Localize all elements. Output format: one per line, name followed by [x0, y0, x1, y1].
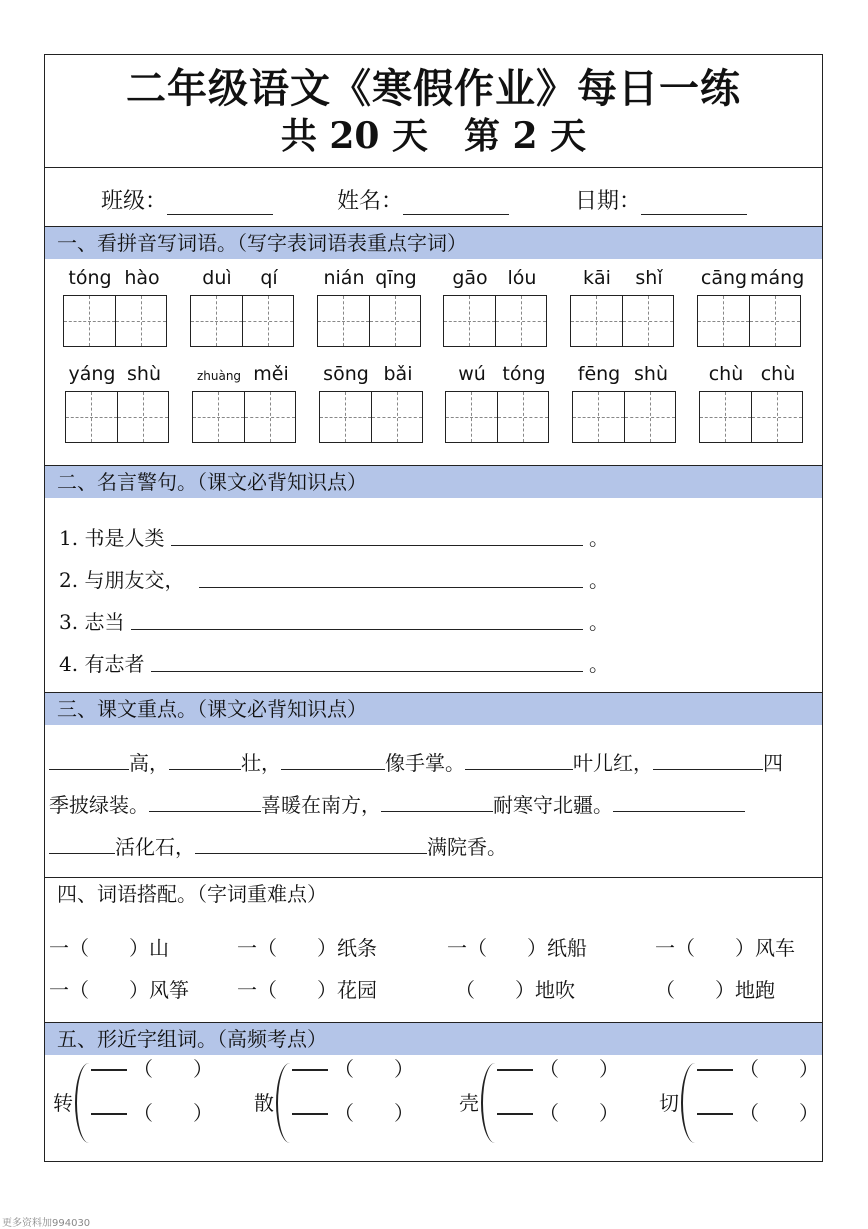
section-heading: 二、名言警句。（课文必背知识点）: [45, 466, 822, 498]
section-collocation: 四、词语搭配。（字词重难点） 一（ ）山 一（ ）纸条 一（ ）纸船 一（ ）风车 一（ ）风筝 一（ ）花园 （ ）地吹 （ ）地跑: [45, 878, 822, 1023]
similar-char-group[interactable]: 转 （ ） （ ）: [49, 1053, 219, 1153]
similar-char-group[interactable]: 壳 （ ） （ ）: [455, 1053, 625, 1153]
class-field[interactable]: 班级：: [101, 184, 273, 215]
writing-grid[interactable]: [443, 295, 547, 347]
writing-grid[interactable]: [445, 391, 549, 443]
writing-grid[interactable]: [570, 295, 674, 347]
section-heading: 一、看拼音写词语。（写字表词语表重点字词）: [45, 227, 822, 259]
section-heading: 四、词语搭配。（字词重难点）: [57, 882, 327, 906]
pinyin-label: nián qīng: [323, 267, 417, 289]
similar-char-group[interactable]: 散 （ ） （ ）: [250, 1053, 420, 1153]
quote-line[interactable]: 3. 志当 。: [59, 610, 609, 634]
pinyin-label: sōng bǎi: [323, 363, 413, 385]
writing-grid[interactable]: [697, 295, 801, 347]
section-key-text: [45, 693, 822, 878]
pinyin-label: duì qí: [202, 267, 278, 289]
pinyin-label: cāng máng: [700, 267, 805, 289]
total-days: 共 20 天: [280, 115, 429, 157]
date-field[interactable]: 日期：: [575, 184, 747, 215]
section-heading: 三、课文重点。（课文必背知识点）: [45, 693, 822, 725]
char: 散: [254, 1091, 274, 1115]
writing-grid[interactable]: [572, 391, 676, 443]
header: [45, 55, 822, 168]
brace: [681, 1063, 697, 1143]
fill-line[interactable]: 活化石， 满院香。: [49, 831, 507, 860]
page-subtitle: [45, 113, 822, 159]
brace: [276, 1063, 292, 1143]
section-heading: 五、形近字组词。（高频考点）: [45, 1023, 822, 1055]
brace: [481, 1063, 497, 1143]
section-quotes: [45, 466, 822, 693]
section-similar-chars: [45, 1023, 822, 1169]
writing-grid[interactable]: [317, 295, 421, 347]
student-info: [45, 168, 822, 227]
pinyin-label: zhuàng měi: [196, 363, 289, 385]
fill-line[interactable]: 高， 壮， 像手掌。 叶儿红， 四: [49, 747, 783, 776]
char: 转: [53, 1091, 73, 1115]
quote-line[interactable]: 1. 书是人类 。: [59, 526, 609, 550]
pinyin-label: gāo lóu: [452, 267, 537, 289]
page-title: 二年级语文《寒假作业》每日一练: [126, 65, 741, 112]
writing-grid[interactable]: [319, 391, 423, 443]
current-day: 第 2 天: [464, 115, 587, 157]
pinyin-label: yáng shù: [68, 363, 161, 385]
pinyin-label: kāi shǐ: [583, 267, 663, 289]
name-field[interactable]: 姓名：: [337, 184, 509, 215]
pinyin-label: chù chù: [708, 363, 796, 385]
writing-grid[interactable]: [63, 295, 167, 347]
quote-line[interactable]: 2. 与朋友交， 。: [59, 568, 609, 592]
char: 切: [659, 1091, 679, 1115]
fill-line[interactable]: 季披绿装。 喜暖在南方， 耐寒守北疆。: [49, 789, 745, 818]
char: 壳: [459, 1091, 479, 1115]
quote-line[interactable]: 4. 有志者 。: [59, 652, 609, 676]
section-pinyin: [45, 227, 822, 466]
writing-grid[interactable]: [65, 391, 169, 443]
writing-grid[interactable]: [699, 391, 803, 443]
writing-grid[interactable]: [190, 295, 294, 347]
writing-grid[interactable]: [192, 391, 296, 443]
similar-char-group[interactable]: 切 （ ） （ ）: [655, 1053, 825, 1153]
pinyin-label: tóng hào: [68, 267, 160, 289]
worksheet: [44, 54, 823, 1162]
pinyin-label: wú tóng: [458, 363, 546, 385]
brace: [75, 1063, 91, 1143]
pinyin-label: fēng shù: [577, 363, 668, 385]
footer-note: 更多资料加994030: [2, 1218, 91, 1229]
